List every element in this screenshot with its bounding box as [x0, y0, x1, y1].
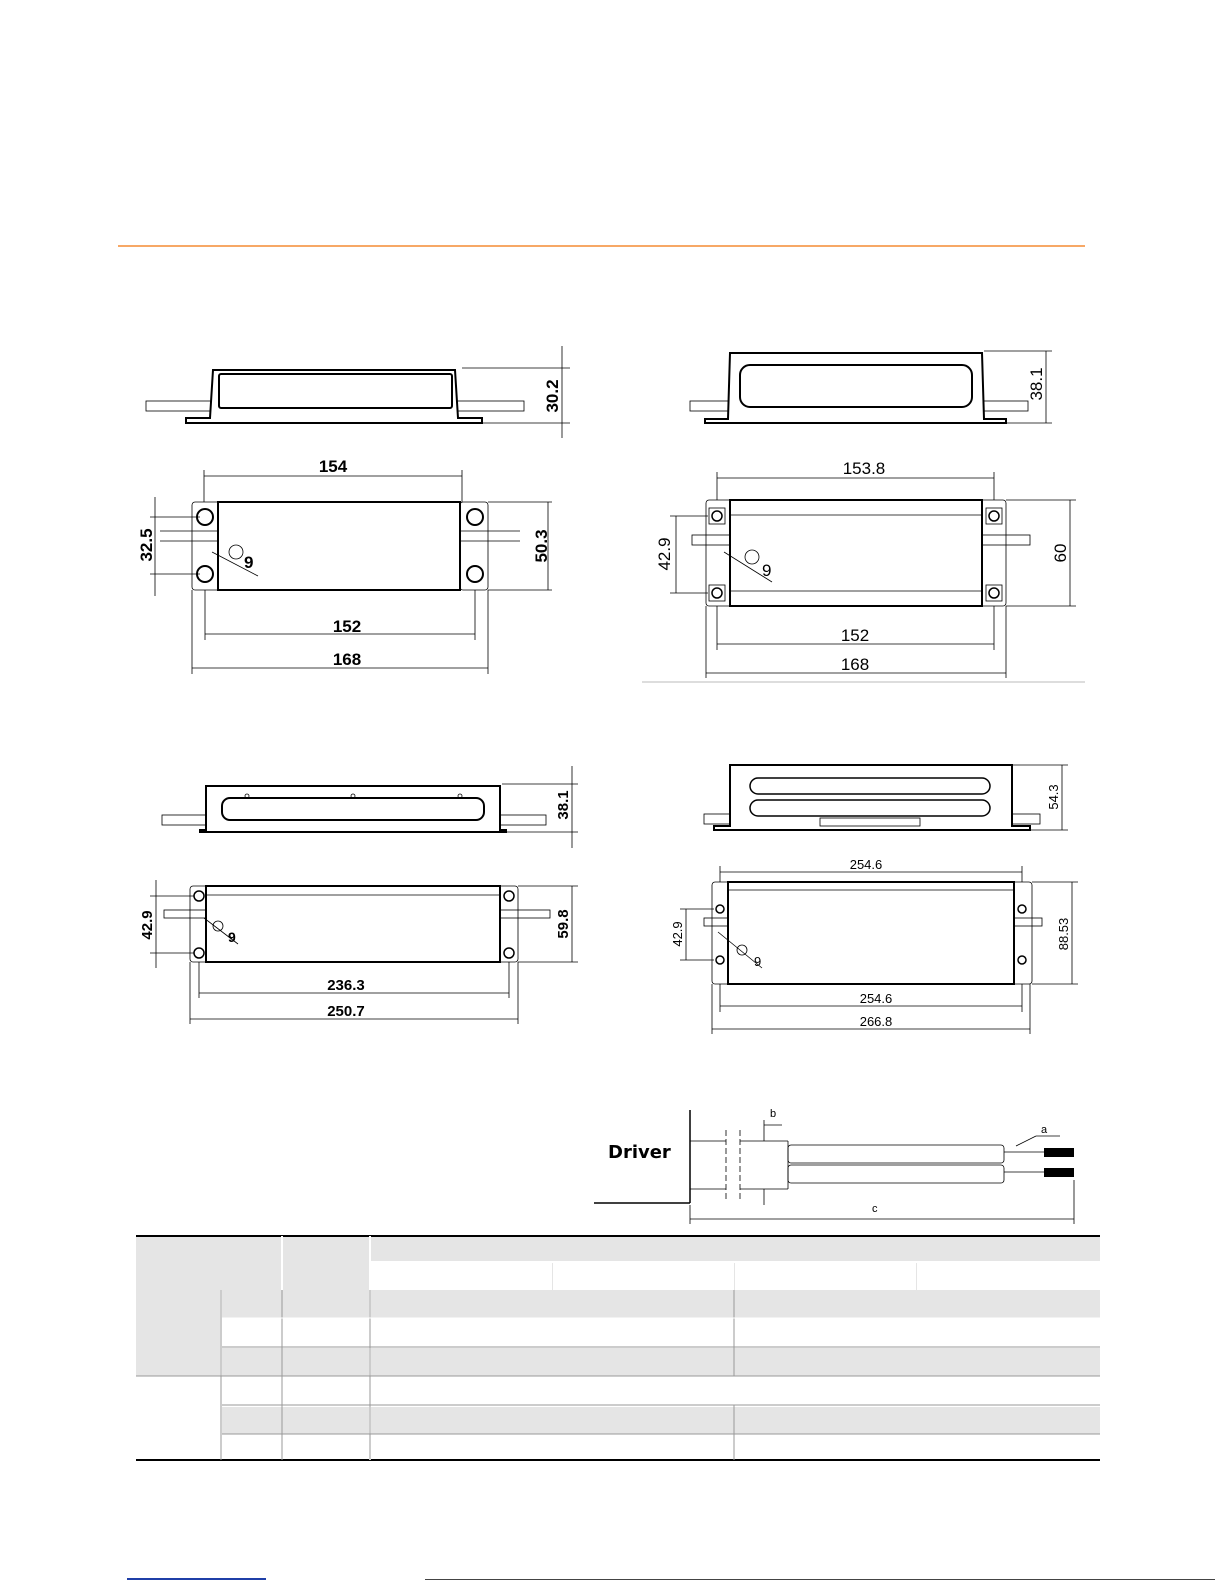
footer-link-underline[interactable]	[127, 1578, 266, 1580]
drawing-3-side-view	[162, 766, 578, 848]
cable-diagram	[594, 1108, 1074, 1224]
cable-a-label: a	[1041, 1124, 1048, 1136]
d4-width-label: 88.53	[1056, 917, 1071, 951]
spec-table	[136, 1236, 1100, 1460]
d3-hole-dia-label: 9	[228, 929, 236, 945]
d2-hole-dia-label: 9	[762, 561, 772, 580]
d3-hole-pitch-label: 236.3	[327, 977, 365, 994]
d1-body-length-label: 154	[318, 457, 348, 476]
drawing-2-side-view	[690, 351, 1052, 423]
d2-overall-label: 168	[840, 655, 870, 674]
d1-hole-pitch-label: 152	[332, 617, 362, 636]
driver-label: Driver	[608, 1142, 671, 1163]
d1-hole-spacing-label: 32.5	[137, 528, 156, 562]
d2-body-length-label: 153.8	[842, 459, 886, 478]
drawing-1-side-view	[146, 346, 570, 438]
d3-overall-label: 250.7	[327, 1003, 365, 1020]
d2-height-label: 38.1	[1027, 367, 1046, 401]
drawing-4-side-view	[704, 765, 1068, 830]
drawing-3-top-view	[139, 880, 578, 1024]
d2-width-label: 60	[1051, 543, 1070, 563]
cable-c-label: c	[872, 1203, 878, 1215]
footer-line	[425, 1579, 1215, 1580]
d4-hole-pitch-label: 254.6	[859, 991, 893, 1006]
d2-hole-spacing-label: 42.9	[655, 537, 674, 571]
d4-hole-dia-label: 9	[754, 954, 762, 969]
d1-width-label: 50.3	[532, 529, 551, 563]
d1-overall-label: 168	[332, 650, 362, 669]
d4-height-label: 54.3	[1046, 784, 1061, 810]
drawing-4-top-view	[670, 857, 1078, 1034]
d4-body-length-label: 254.6	[849, 857, 883, 872]
drawing-2-top-view	[642, 459, 1085, 682]
d1-height-label: 30.2	[543, 379, 562, 413]
d3-height-label: 38.1	[555, 790, 572, 820]
d1-hole-dia-label: 9	[244, 553, 254, 572]
d4-overall-label: 266.8	[859, 1014, 893, 1029]
d4-hole-spacing-label: 42.9	[670, 921, 685, 947]
d2-hole-pitch-label: 152	[840, 626, 870, 645]
d3-width-label: 59.8	[555, 909, 572, 939]
d3-hole-spacing-label: 42.9	[139, 910, 156, 940]
drawing-1-top-view	[137, 457, 552, 674]
cable-b-label: b	[770, 1108, 777, 1120]
